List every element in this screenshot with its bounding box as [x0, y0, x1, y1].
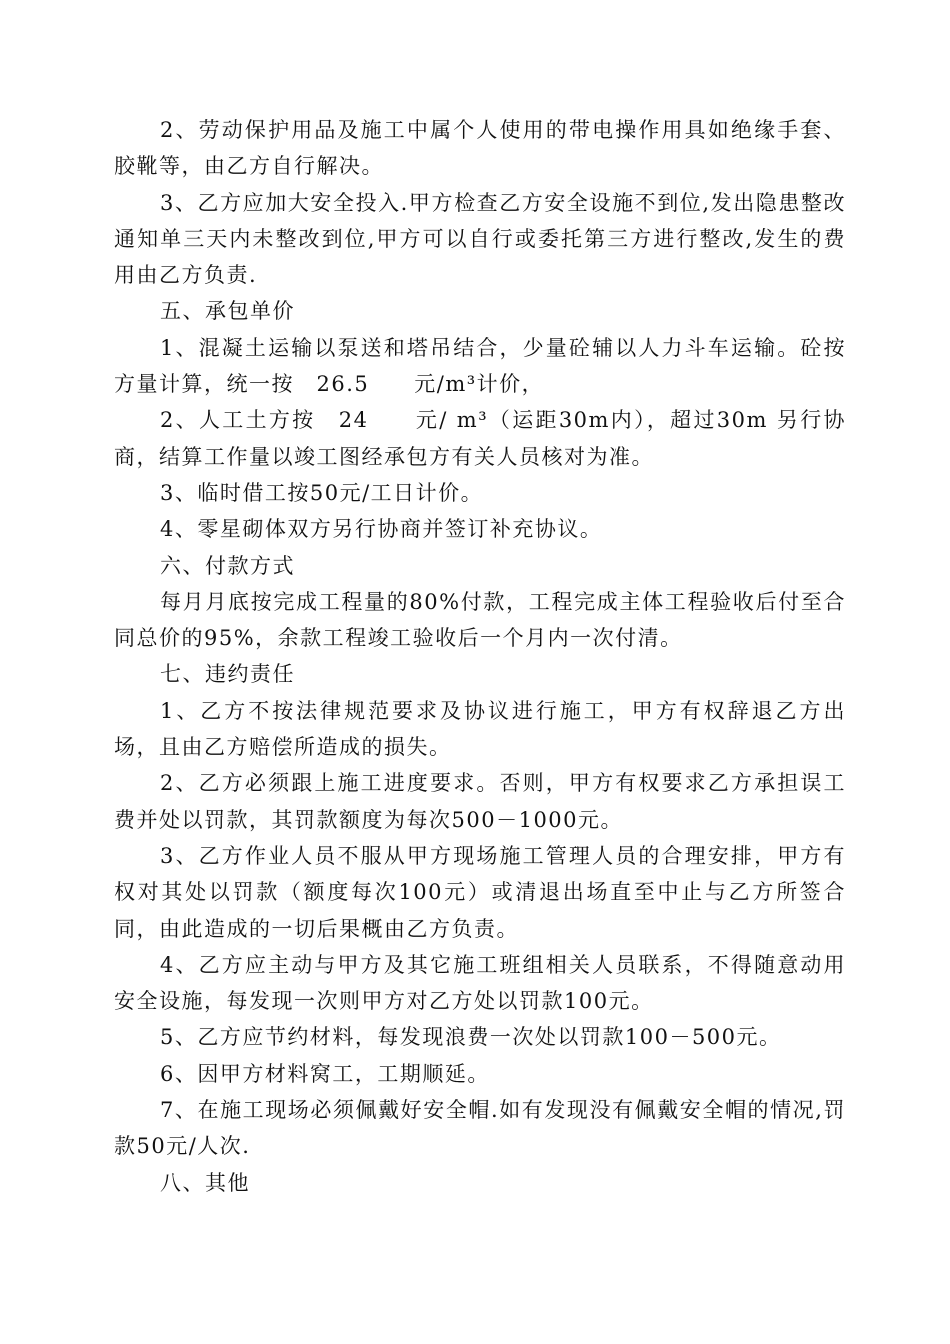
paragraph-liability-7: 7、在施工现场必须佩戴好安全帽.如有发现没有佩戴安全帽的情况,罚款50元/人次. [114, 1098, 846, 1159]
paragraph-liability-4: 4、乙方应主动与甲方及其它施工班组相关人员联系，不得随意动用安全设施，每发现一次则甲方对乙方处以罚款100元。 [114, 952, 846, 1014]
paragraph-manual-earthwork: 2、人工土方按 24 元/ m³（运距30m内），超过30m 另行协商，结算工作量以竣工图经承包方有关人员核对为准。 [114, 408, 846, 469]
paragraph-safety-investment: 3、乙方应加大安全投入.甲方检查乙方安全设施不到位,发出隐患整改通知单三天内未整改到位,甲方可以自行或委托第三方进行整改,发生的费用由乙方负责. [114, 190, 846, 288]
paragraph-protective-equipment: 2、劳动保护用品及施工中属个人使用的带电操作用具如绝缘手套、胶靴等，由乙方自行解决。 [114, 118, 846, 179]
paragraph-temporary-labor: 3、临时借工按50元/工日计价。 [160, 480, 484, 505]
section-heading-payment: 六、付款方式 [160, 553, 295, 578]
paragraph-liability-2: 2、乙方必须跟上施工进度要求。否则，甲方有权要求乙方承担误工费并处以罚款，其罚款额度为每次500－1000元。 [114, 771, 846, 832]
paragraph-liability-5: 5、乙方应节约材料，每发现浪费一次处以罚款100－500元。 [160, 1025, 782, 1050]
section-heading-unit-price: 五、承包单价 [160, 299, 295, 324]
section-heading-liability: 七、违约责任 [160, 662, 295, 687]
paragraph-liability-6: 6、因甲方材料窝工，工期顺延。 [160, 1061, 490, 1086]
paragraph-concrete-transport: 1、混凝土运输以泵送和塔吊结合，少量砼辅以人力斗车运输。砼按方量计算，统一按 26.5 元/m³计价， [114, 335, 846, 397]
document-page [114, 112, 846, 1201]
paragraph-liability-3: 3、乙方作业人员不服从甲方现场施工管理人员的合理安排，甲方有权对其处以罚款（额度每次100元）或清退出场直至中止与乙方所签合同，由此造成的一切后果概由乙方负责。 [114, 843, 846, 941]
paragraph-masonry: 4、零星砌体双方另行协商并签订补充协议。 [160, 517, 603, 542]
paragraph-liability-1: 1、乙方不按法律规范要求及协议进行施工，甲方有权辞退乙方出场，且由乙方赔偿所造成的损失。 [114, 698, 846, 760]
section-heading-other: 八、其他 [160, 1170, 250, 1195]
paragraph-payment-terms: 每月月底按完成工程量的80%付款，工程完成主体工程验收后付至合同总价的95%，余款工程竣工验收后一个月内一次付清。 [114, 589, 846, 651]
